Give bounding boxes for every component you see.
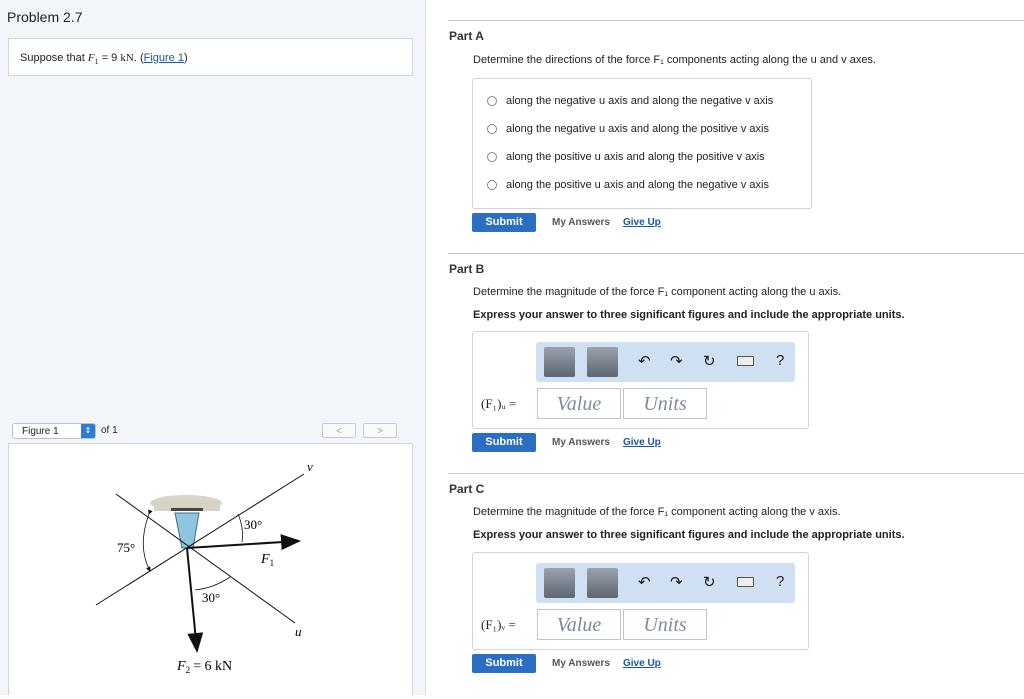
force-diagram xyxy=(9,444,414,696)
radio-button[interactable] xyxy=(487,180,497,190)
force-symbol: F xyxy=(87,52,95,64)
part-c-title: Part C xyxy=(449,482,485,496)
part-b-divider xyxy=(448,253,1024,254)
help-icon[interactable]: ? xyxy=(776,352,785,369)
part-b-instruction: Express your answer to three significant figures and include the appropriate units. xyxy=(473,309,905,321)
keyboard-icon[interactable] xyxy=(737,356,754,366)
part-b-answer-label: (F₁)ᵤ = xyxy=(481,396,517,411)
part-c-divider xyxy=(448,473,1024,474)
figure-nav-bar xyxy=(8,421,413,443)
part-a-submit-button[interactable]: Submit xyxy=(472,213,536,232)
part-c-my-answers[interactable]: My Answers xyxy=(552,658,610,669)
part-b-units-input[interactable]: Units xyxy=(623,388,707,419)
part-c-toolbar xyxy=(536,563,795,603)
part-c-answer-label: (F₁)ᵥ = xyxy=(481,617,516,632)
f2-label: $F_2 = 6$ kN xyxy=(177,659,233,675)
f2-arrow xyxy=(187,548,197,651)
part-a-give-up[interactable]: Give Up xyxy=(623,217,661,228)
prev-figure-button[interactable]: < xyxy=(322,423,356,438)
angle-30-bottom-arc xyxy=(195,577,230,590)
radio-button[interactable] xyxy=(487,96,497,106)
part-c-question: Determine the magnitude of the force F₁ component acting along the v axis. xyxy=(473,506,841,518)
part-a-title: Part A xyxy=(449,29,484,43)
part-b-value-input[interactable]: Value xyxy=(537,388,621,419)
figure-select[interactable]: Figure 1 ⇕ xyxy=(12,423,96,439)
next-figure-button[interactable]: > xyxy=(363,423,397,438)
problem-statement-box xyxy=(8,38,413,76)
angle-30-bottom-label: 30° xyxy=(202,590,221,605)
templates-icon[interactable] xyxy=(544,347,575,377)
part-b-answer-box xyxy=(472,331,809,429)
part-b-title: Part B xyxy=(449,262,485,276)
part-c-submit-button[interactable]: Submit xyxy=(472,654,536,673)
part-b-submit-button[interactable]: Submit xyxy=(472,433,536,452)
part-c-value-input[interactable]: Value xyxy=(537,609,621,640)
f1-arrow xyxy=(187,541,299,548)
part-c-instruction: Express your answer to three significant figures and include the appropriate units. xyxy=(473,529,905,541)
units-icon[interactable] xyxy=(587,347,618,377)
part-a-divider xyxy=(448,20,1024,21)
undo-icon[interactable]: ↶ xyxy=(638,353,651,370)
problem-panel xyxy=(0,0,426,695)
part-a-question: Determine the directions of the force F₁ components acting along the u and v axes. xyxy=(473,54,876,66)
choice-2[interactable]: along the negative u axis and along the positive v axis xyxy=(487,122,769,136)
figure-link[interactable]: Figure 1 xyxy=(143,52,184,64)
force-unit: kN xyxy=(120,52,134,64)
templates-icon[interactable] xyxy=(544,568,575,598)
part-b-toolbar xyxy=(536,342,795,382)
undo-icon[interactable]: ↶ xyxy=(638,574,651,591)
keyboard-icon[interactable] xyxy=(737,577,754,587)
f1-label: $F_1$ xyxy=(261,552,275,568)
redo-icon[interactable]: ↷ xyxy=(670,574,683,591)
figure-count: of 1 xyxy=(101,425,118,436)
angle-30-top-label: 30° xyxy=(244,517,263,532)
help-icon[interactable]: ? xyxy=(776,573,785,590)
angle-75-arc xyxy=(143,514,150,571)
units-icon[interactable] xyxy=(587,568,618,598)
radio-button[interactable] xyxy=(487,124,497,134)
angle-75-label: 75° xyxy=(117,540,136,555)
part-a-my-answers[interactable]: My Answers xyxy=(552,217,610,228)
part-c-units-input[interactable]: Units xyxy=(623,609,707,640)
part-b-my-answers[interactable]: My Answers xyxy=(552,437,610,448)
problem-title: Problem 2.7 xyxy=(7,9,83,25)
choice-1[interactable]: along the negative u axis and along the negative v axis xyxy=(487,94,773,108)
reset-icon[interactable]: ↻ xyxy=(703,574,716,591)
v-axis-label: v xyxy=(307,459,313,474)
redo-icon[interactable]: ↷ xyxy=(670,353,683,370)
figure-panel xyxy=(8,443,413,695)
select-arrows-icon: ⇕ xyxy=(81,424,95,438)
choice-4[interactable]: along the positive u axis and along the negative v axis xyxy=(487,178,769,192)
radio-button[interactable] xyxy=(487,152,497,162)
u-axis-label: u xyxy=(295,624,302,639)
choice-3[interactable]: along the positive u axis and along the positive v axis xyxy=(487,150,765,164)
part-b-question: Determine the magnitude of the force F₁ component acting along the u axis. xyxy=(473,286,842,298)
problem-statement: Suppose that $F_1 = 9$ kN. (Figure 1) xyxy=(20,52,188,67)
part-b-give-up[interactable]: Give Up xyxy=(623,437,661,448)
angle-30-top-arc xyxy=(238,514,243,542)
reset-icon[interactable]: ↻ xyxy=(703,353,716,370)
part-a-choices xyxy=(472,78,812,209)
part-c-answer-box xyxy=(472,552,809,650)
part-c-give-up[interactable]: Give Up xyxy=(623,658,661,669)
